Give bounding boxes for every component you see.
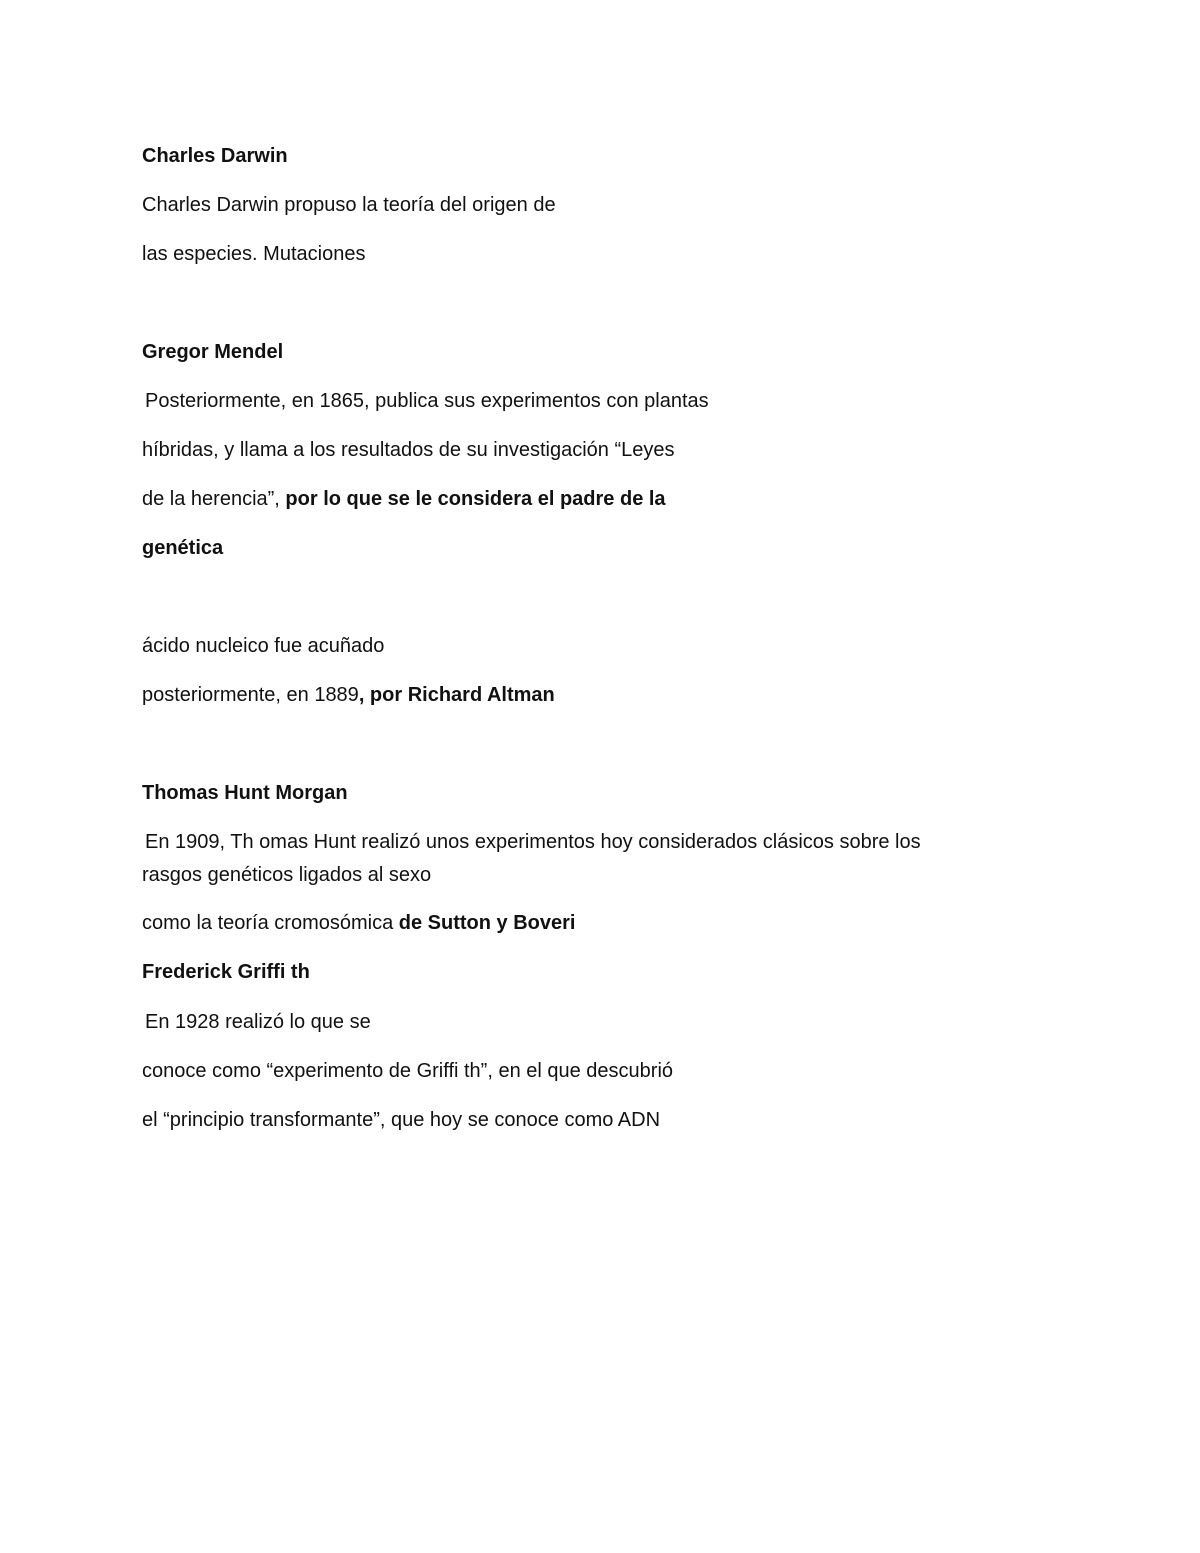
paragraph-line [142, 486, 666, 512]
paragraph-text: posteriormente, en 1889 [142, 684, 359, 706]
heading-gregor-mendel: Gregor Mendel [142, 341, 284, 363]
paragraph-line: Charles Darwin propuso la teoría del origen de [142, 194, 556, 216]
heading-charles-darwin: Charles Darwin [142, 145, 288, 167]
paragraph-text: de la herencia”, [142, 488, 286, 510]
heading-frederick-griffith: Frederick Griffi th [142, 961, 310, 983]
emphasis-text: , por Richard Altman [358, 684, 555, 706]
paragraph-line: En 1928 realizó lo que se [145, 1011, 371, 1033]
heading-thomas-hunt-morgan: Thomas Hunt Morgan [142, 782, 348, 804]
paragraph-line: las especies. Mutaciones [142, 243, 366, 265]
emphasis-text: de Sutton y Boveri [398, 912, 576, 934]
paragraph-line [142, 910, 575, 936]
paragraph-text: como la teoría cromosómica [142, 912, 399, 934]
paragraph-line: En 1909, Th omas Hunt realizó unos experimentos hoy considerados clásicos sobre los [145, 831, 921, 853]
paragraph-line: rasgos genéticos ligados al sexo [142, 864, 432, 886]
emphasis-line: genética [142, 537, 224, 559]
paragraph-line: el “principio transformante”, que hoy se conoce como ADN [142, 1109, 661, 1131]
paragraph-line: conoce como “experimento de Griffi th”, en el que descubrió [142, 1060, 674, 1082]
paragraph-line: ácido nucleico fue acuñado [142, 635, 385, 657]
paragraph-line: híbridas, y llama a los resultados de su investigación “Leyes [142, 439, 675, 461]
emphasis-text: por lo que se le considera el padre de la [285, 488, 666, 510]
paragraph-line [142, 682, 555, 708]
paragraph-line: Posteriormente, en 1865, publica sus experimentos con plantas [145, 390, 709, 412]
